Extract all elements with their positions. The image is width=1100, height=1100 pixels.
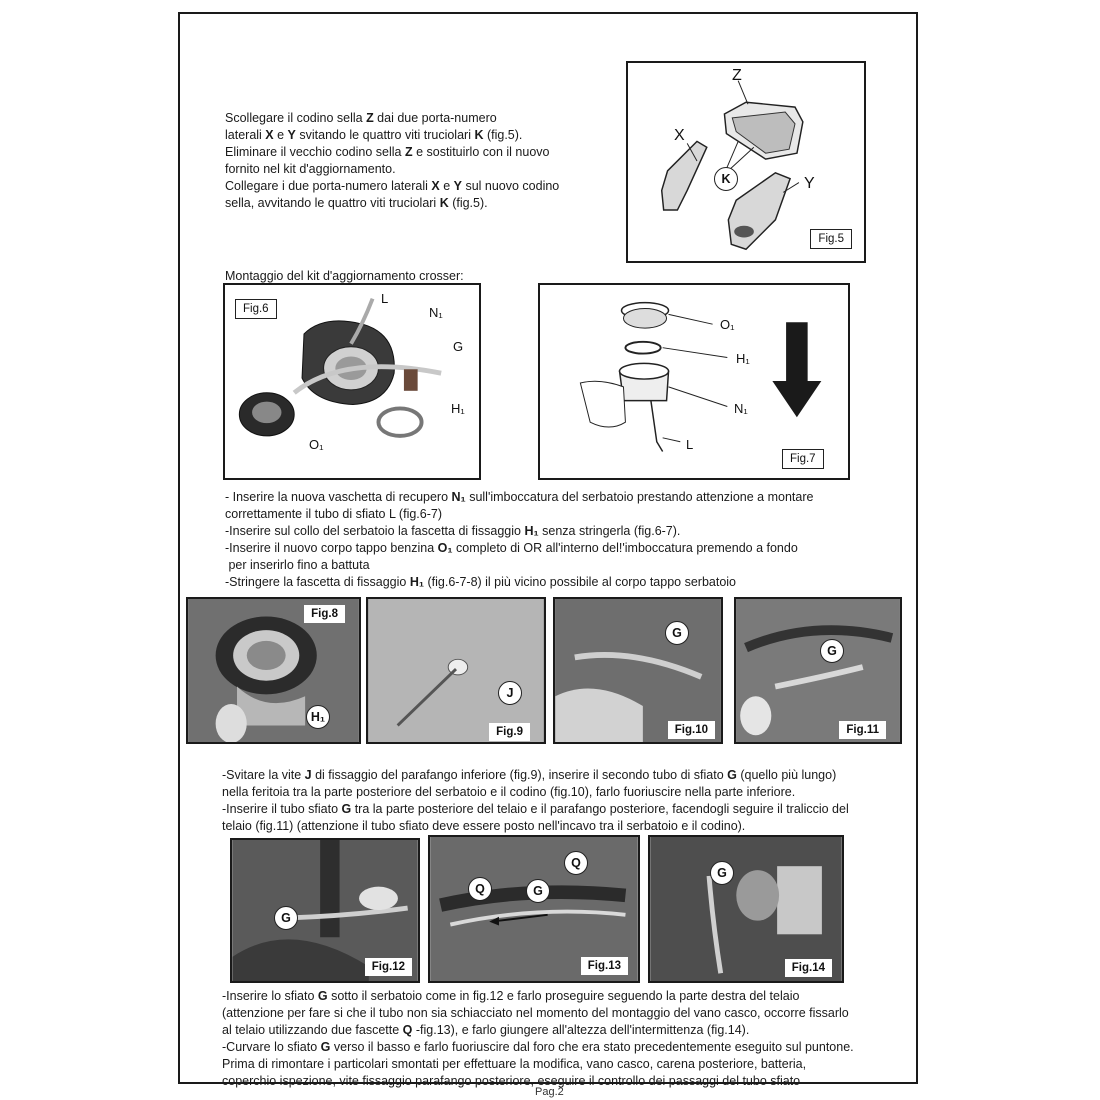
section-title: Montaggio del kit d'aggiornamento crosser: (225, 269, 464, 283)
figure-12 (230, 838, 420, 983)
text-line: Eliminare il vecchio codino sella Z e sostituirlo con il nuovo (225, 145, 550, 159)
steps-paragraph-1 (225, 489, 813, 591)
text-line: fornito nel kit d'aggiornamento. (225, 162, 396, 176)
figure-10-label: Fig.10 (668, 721, 715, 739)
callout-n1: N₁ (429, 305, 443, 320)
callout-g: G (710, 861, 734, 885)
callout-h1: H₁ (306, 705, 330, 729)
text-line: (attenzione per fare si che il tubo non sia schiacciato nel momento del montaggio del vano casco, occorre fissarlo (222, 1006, 849, 1020)
callout-n1: N₁ (734, 401, 748, 416)
text-line: Prima di rimontare i particolari smontati per effettuare la modifica, vano casco, carena posteriore, batteria, (222, 1057, 807, 1071)
figure-7-label: Fig.7 (782, 449, 824, 469)
screw-photo (368, 599, 544, 742)
callout-h1: H₁ (451, 401, 465, 416)
figure-9 (366, 597, 546, 744)
text-line: per inserirlo fino a battuta (225, 558, 370, 572)
text-line: -Inserire il tubo sfiato G tra la parte posteriore del telaio e il parafango posteriore, facendogli seguire il traliccio del (222, 802, 849, 816)
callout-k: K (714, 167, 738, 191)
callout-q-left: Q (468, 877, 492, 901)
callout-h1: H₁ (736, 351, 750, 366)
figure-11 (734, 597, 902, 744)
text-line: -Curvare lo sfiato G verso il basso e farlo fuoriuscire dal foro che era stato precedentemente eseguito sul puntone. (222, 1040, 854, 1054)
callout-g: G (453, 339, 464, 354)
callout-g: G (526, 879, 550, 903)
figure-9-label: Fig.9 (489, 723, 530, 741)
text-line: sella, avvitando le quattro viti truciolari K (fig.5). (225, 196, 488, 210)
text-line: nella feritoia tra la parte posteriore del serbatoio e il codino (fig.10), farlo fuoriuscire nella parte inferiore. (222, 785, 796, 799)
figure-14-label: Fig.14 (785, 959, 832, 977)
callout-o1: O₁ (720, 317, 735, 332)
figure-8 (186, 597, 361, 744)
callout-g: G (274, 906, 298, 930)
text-line: -Svitare la vite J di fissaggio del parafango inferiore (fig.9), inserire il secondo tubo di sfiato G (quello più lungo) (222, 768, 837, 782)
steps-paragraph-3 (222, 988, 854, 1090)
text-line: Scollegare il codino sella Z dai due porta-numero (225, 111, 497, 125)
intro-paragraph (225, 110, 559, 212)
callout-x: X (674, 127, 685, 144)
text-line: -Inserire lo sfiato G sotto il serbatoio come in fig.12 e farlo proseguire seguendo la parte destra del telaio (222, 989, 800, 1003)
text-line: -Inserire sul collo del serbatoio la fascetta di fissaggio H₁ senza stringerla (fig.6-7). (225, 524, 681, 538)
figure-12-label: Fig.12 (365, 958, 412, 976)
callout-j: J (498, 681, 522, 705)
callout-g: G (665, 621, 689, 645)
steps-paragraph-2 (222, 767, 849, 835)
figure-8-label: Fig.8 (304, 605, 345, 623)
figure-11-label: Fig.11 (839, 721, 886, 739)
text-line: laterali X e Y svitando le quattro viti truciolari K (fig.5). (225, 128, 523, 142)
figure-7 (538, 283, 850, 480)
page-number: Pag.2 (535, 1086, 564, 1098)
text-line: -Inserire il nuovo corpo tappo benzina O₁ completo di OR all'interno del!'imboccatura premendo a fondo (225, 541, 798, 555)
figure-6-label: Fig.6 (235, 299, 277, 319)
callout-o1: O₁ (309, 437, 324, 452)
figure-13 (428, 835, 640, 983)
callout-l: L (686, 437, 694, 452)
text-line: telaio (fig.11) (attenzione il tubo sfiato deve essere posto nell'incavo tra il serbatoio e il codino). (222, 819, 746, 833)
text-line: Collegare i due porta-numero laterali X e Y sul nuovo codino (225, 179, 560, 193)
callout-g: G (820, 639, 844, 663)
text-line: al telaio utilizzando due fascette Q -fig.13), e farlo giungere all'altezza dell'intermittenza (fig.14). (222, 1023, 750, 1037)
figure-13-label: Fig.13 (581, 957, 628, 975)
figure-5 (626, 61, 866, 263)
callout-l: L (381, 291, 389, 306)
callout-q-right: Q (564, 851, 588, 875)
text-line: coperchio ispezione, vite fissaggio parafango posteriore, eseguire il controllo dei passaggi del tubo sfiato (222, 1074, 801, 1088)
figure-10 (553, 597, 723, 744)
figure-5-label: Fig.5 (810, 229, 852, 249)
callout-y: Y (804, 175, 815, 192)
text-line: -Stringere la fascetta di fissaggio H₁ (fig.6-7-8) il più vicino possibile al corpo tappo serbatoio (225, 575, 737, 589)
figure-14 (648, 835, 844, 983)
callout-z: Z (732, 67, 742, 84)
text-line: - Inserire la nuova vaschetta di recupero N₁ sull'imboccatura del serbatoio prestando attenzione a montare (225, 490, 814, 504)
text-line: correttamente il tubo di sfiato L (fig.6-7) (225, 507, 442, 521)
figure-6 (223, 283, 481, 480)
